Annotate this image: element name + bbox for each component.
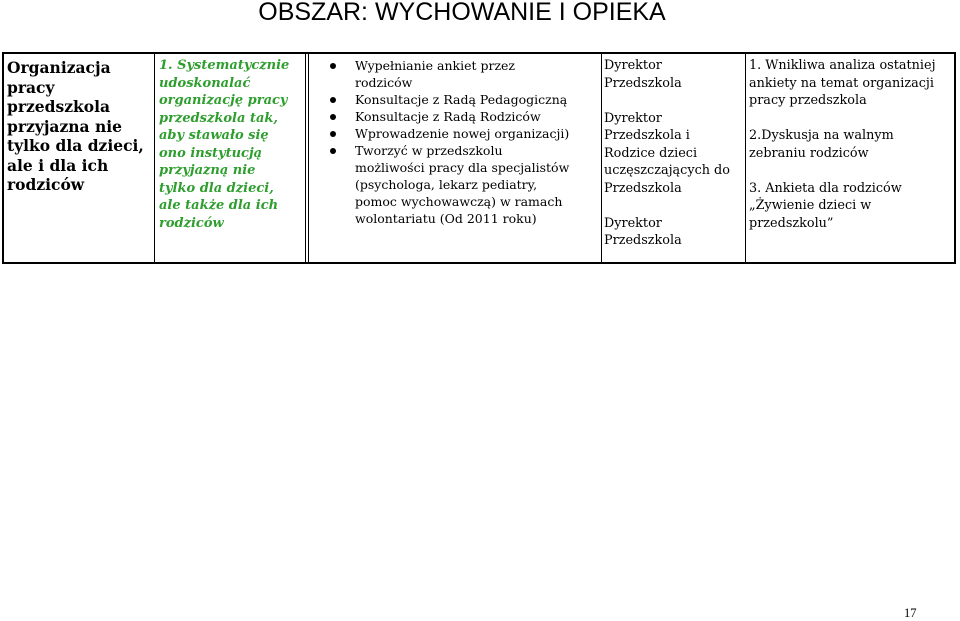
- tasks-cell: [310, 54, 600, 262]
- bullet-icon: [330, 131, 336, 137]
- document-title: OBSZAR: WYCHOWANIE I OPIEKA: [258, 0, 666, 26]
- task-list: [330, 57, 600, 227]
- evaluation-line: 1. Wnikliwa analiza ostatniej: [749, 58, 936, 73]
- area-line: przyjazna nie: [7, 116, 122, 136]
- area-line: rodziców: [7, 175, 85, 194]
- task-line: Tworzyć w przedszkolu: [355, 143, 503, 158]
- page-number: 17: [904, 606, 917, 620]
- evaluation-line: 2.Dyskusja na walnym: [749, 128, 894, 143]
- area-line: przedszkola: [7, 97, 111, 116]
- goal-line: aby stawało się: [159, 128, 269, 143]
- task-line: rodziców: [355, 75, 413, 90]
- task-line: Konsultacje z Radą Pedagogiczną: [355, 92, 568, 107]
- responsible-line: Rodzice dzieci: [604, 145, 698, 161]
- responsible-line: Przedszkola: [604, 233, 682, 248]
- area-cell: [4, 54, 154, 262]
- evaluation-line: pracy przedszkola: [749, 93, 867, 108]
- task-line: (psychologa, lekarz pediatry,: [355, 177, 538, 192]
- spacer: [749, 110, 955, 128]
- task-item: [330, 57, 600, 91]
- responsible-cell: [602, 54, 745, 262]
- responsible-line: uczęszczających do: [604, 163, 730, 178]
- goal-line: rodziców: [159, 215, 224, 231]
- bullet-icon: [330, 97, 336, 103]
- area-line: ale i dla ich: [7, 155, 109, 175]
- task-line: wolontariatu (Od 2011 roku): [355, 211, 537, 226]
- goal-line: tylko dla dzieci,: [159, 180, 274, 196]
- task-item: [330, 108, 600, 125]
- bullet-icon: [330, 63, 336, 69]
- area-line: tylko dla dzieci,: [7, 136, 144, 155]
- task-line: pomoc wychowawczą) w ramach: [355, 194, 563, 209]
- task-line: Konsultacje z Radą Rodziców: [355, 109, 541, 124]
- goal-line: przyjazną nie: [159, 163, 256, 178]
- responsible-line: Przedszkola i: [604, 128, 690, 143]
- task-line: Wprowadzenie nowej organizacji): [355, 126, 570, 141]
- task-item: [330, 91, 600, 108]
- task-item: [330, 142, 600, 227]
- area-line: Organizacja: [7, 58, 111, 77]
- goal-line: udoskonalać: [159, 75, 251, 91]
- evaluation-line: 3. Ankieta dla rodziców: [749, 180, 902, 196]
- column-divider: [154, 54, 155, 262]
- responsible-line: Dyrektor: [604, 58, 662, 73]
- task-item: [330, 125, 600, 142]
- column-divider: [745, 54, 746, 262]
- spacer: [604, 197, 745, 215]
- area-line: pracy: [7, 77, 55, 97]
- bullet-icon: [330, 114, 336, 120]
- responsible-line: Dyrektor: [604, 110, 662, 126]
- evaluation-cell: [747, 54, 955, 262]
- goal-line: przedszkola tak,: [159, 110, 278, 126]
- task-line: możliwości pracy dla specjalistów: [355, 160, 570, 175]
- goal-cell: [156, 54, 306, 262]
- responsible-line: Dyrektor: [604, 215, 662, 231]
- goal-line: ale także dla ich: [159, 198, 279, 213]
- task-line: Wypełnianie ankiet przez: [355, 58, 516, 73]
- evaluation-line: ankiety na temat organizacji: [749, 75, 934, 91]
- column-divider: [305, 54, 309, 262]
- bullet-icon: [330, 148, 336, 154]
- evaluation-line: przedszkolu”: [749, 215, 834, 231]
- evaluation-line: „Żywienie dzieci w: [749, 198, 872, 213]
- responsible-line: Przedszkola: [604, 180, 682, 196]
- goal-line: 1. Systematycznie: [159, 58, 290, 73]
- responsible-line: Przedszkola: [604, 75, 682, 91]
- plan-table: [2, 52, 956, 264]
- goal-line: ono instytucją: [159, 145, 263, 161]
- goal-line: organizację pracy: [159, 93, 288, 108]
- spacer: [749, 162, 955, 180]
- evaluation-line: zebraniu rodziców: [749, 145, 869, 161]
- spacer: [604, 92, 745, 110]
